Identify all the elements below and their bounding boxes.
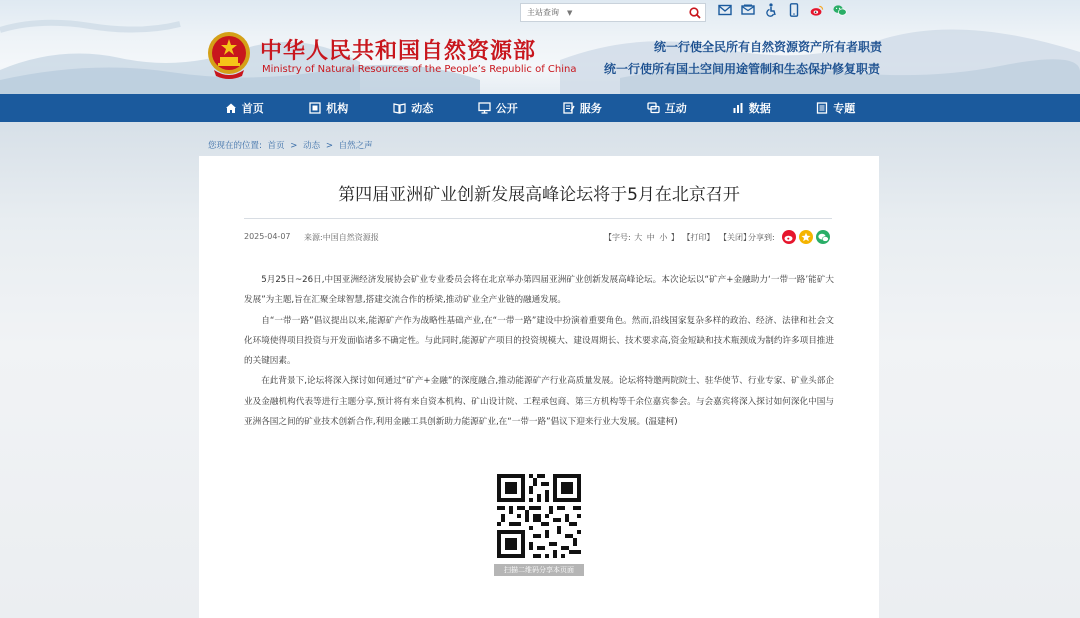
nav-label: 互动 <box>664 102 687 115</box>
bar-chart-icon <box>732 102 744 114</box>
nav-item-topics[interactable] <box>794 94 879 122</box>
slogan-1: 统一行使全民所有自然资源资产所有者职责 <box>653 40 882 54</box>
nav-label: 公开 <box>495 102 518 115</box>
message-icon[interactable] <box>741 3 755 17</box>
article-card <box>199 156 879 618</box>
nav-label: 动态 <box>411 102 434 115</box>
top-utility-icons <box>718 3 847 17</box>
nav-label: 专题 <box>833 102 856 115</box>
article-title: 第四届亚洲矿业创新发展高峰论坛将于5月在北京召开 <box>338 185 740 205</box>
list-document-icon <box>816 102 828 114</box>
nav-item-public[interactable] <box>456 94 541 122</box>
slogan-2: 统一行使所有国土空间用途管制和生态保护修复职责 <box>603 62 880 76</box>
search-bar <box>520 3 706 22</box>
share-qzone-icon[interactable] <box>799 230 813 244</box>
share-icons <box>782 230 830 244</box>
qr-caption: 扫描二维码分享本页面 <box>494 564 584 576</box>
nav-item-service[interactable] <box>540 94 625 122</box>
mobile-icon[interactable] <box>787 3 801 17</box>
monitor-icon <box>478 102 491 114</box>
breadcrumb <box>208 139 376 151</box>
nav-item-data[interactable] <box>709 94 794 122</box>
main-navigation <box>0 94 1080 122</box>
article-tools <box>604 232 752 243</box>
close-button[interactable]: 【关闭】 <box>718 233 751 242</box>
document-edit-icon <box>563 102 575 114</box>
site-name-cn[interactable]: 中华人民共和国自然资源部 <box>260 38 537 64</box>
site-name-en: Ministry of Natural Resources of the People’s Republic of China <box>262 64 577 75</box>
font-size-large[interactable]: 大 <box>634 233 643 242</box>
article-paragraph: 在此背景下,论坛将深入探讨如何通过“矿产+金融”的深度融合,推动能源矿产行业高质量发展。论坛将特邀两院院士、驻华使节、行业专家、矿业头部企业及金融机构代表等进行主题分享,预计将有来自资本机构、矿山设计院、工程承包商、第三方机构等千余位嘉宾参会。与会嘉宾将深入探讨如何深化中国与亚洲各国之间的矿业技术创新合作,利用金融工具创新助力能源矿业,在“一带一路”倡议下迎来行业大发展。(温建柯) <box>244 376 834 428</box>
breadcrumb-prefix: 您现在的位置: <box>208 141 262 151</box>
search-input[interactable] <box>576 5 685 20</box>
font-size-small[interactable]: 小 <box>659 233 668 242</box>
wechat-icon[interactable] <box>833 3 847 17</box>
nav-item-home[interactable] <box>202 94 287 122</box>
home-icon <box>225 102 237 114</box>
mail-icon[interactable] <box>718 3 732 17</box>
share-label: 分享到: <box>748 233 775 242</box>
article-date: 2025-04-07 <box>244 232 291 241</box>
national-emblem-icon <box>206 30 252 80</box>
nav-item-organization[interactable] <box>287 94 372 122</box>
font-size-end: 】 <box>670 233 679 242</box>
chat-icon <box>647 102 660 114</box>
caret-down-icon[interactable]: ▼ <box>567 8 573 17</box>
font-size-label: 【字号: <box>604 233 631 242</box>
organization-icon <box>309 102 321 114</box>
book-icon <box>393 102 406 114</box>
nav-label: 数据 <box>748 102 771 115</box>
share-weibo-icon[interactable] <box>782 230 796 244</box>
search-scope-select[interactable]: 主站查询 <box>527 8 559 17</box>
title-divider <box>244 218 832 219</box>
article-paragraph: 自“一带一路”倡议提出以来,能源矿产作为战略性基础产业,在“一带一路”建设中扮演着重要角色。然而,沿线国家复杂多样的政治、经济、法律和社会文化环境使得项目投资与开发面临诸多不确定性。与此同时,能源矿产项目的投资规模大、建设周期长、技术要求高,资金短缺和技术瓶颈成为制约许多项目推进的关键因素。 <box>244 315 834 367</box>
weibo-icon[interactable] <box>810 3 824 17</box>
breadcrumb-home[interactable]: 首页 <box>267 141 285 151</box>
nav-label: 服务 <box>579 102 602 115</box>
article-paragraph: 5月25日~26日,中国亚洲经济发展协会矿业专业委员会将在北京举办第四届亚洲矿业创新发展高峰论坛。本次论坛以“矿产+金融助力‘一带一路’能矿大发展”为主题,旨在汇聚全球智慧,搭建交流合作的桥梁,推动矿业全产业链的融通发展。 <box>244 275 834 306</box>
search-icon <box>689 7 701 19</box>
nav-item-news[interactable] <box>371 94 456 122</box>
article-source: 来源:中国自然资源报 <box>304 233 379 242</box>
article-body <box>244 270 834 432</box>
nav-label: 首页 <box>241 102 264 115</box>
nav-item-interaction[interactable] <box>625 94 710 122</box>
breadcrumb-separator: > <box>290 141 298 151</box>
site-header <box>0 0 1080 94</box>
search-button[interactable] <box>685 4 705 21</box>
breadcrumb-separator: > <box>325 141 333 151</box>
breadcrumb-news[interactable]: 动态 <box>303 141 321 151</box>
breadcrumb-nature-voice[interactable]: 自然之声 <box>338 141 373 151</box>
qr-code <box>497 474 581 558</box>
nav-label: 机构 <box>326 102 349 115</box>
accessibility-icon[interactable] <box>764 3 778 17</box>
print-button[interactable]: 【打印】 <box>682 233 715 242</box>
font-size-medium[interactable]: 中 <box>646 233 655 242</box>
share-wechat-icon[interactable] <box>816 230 830 244</box>
